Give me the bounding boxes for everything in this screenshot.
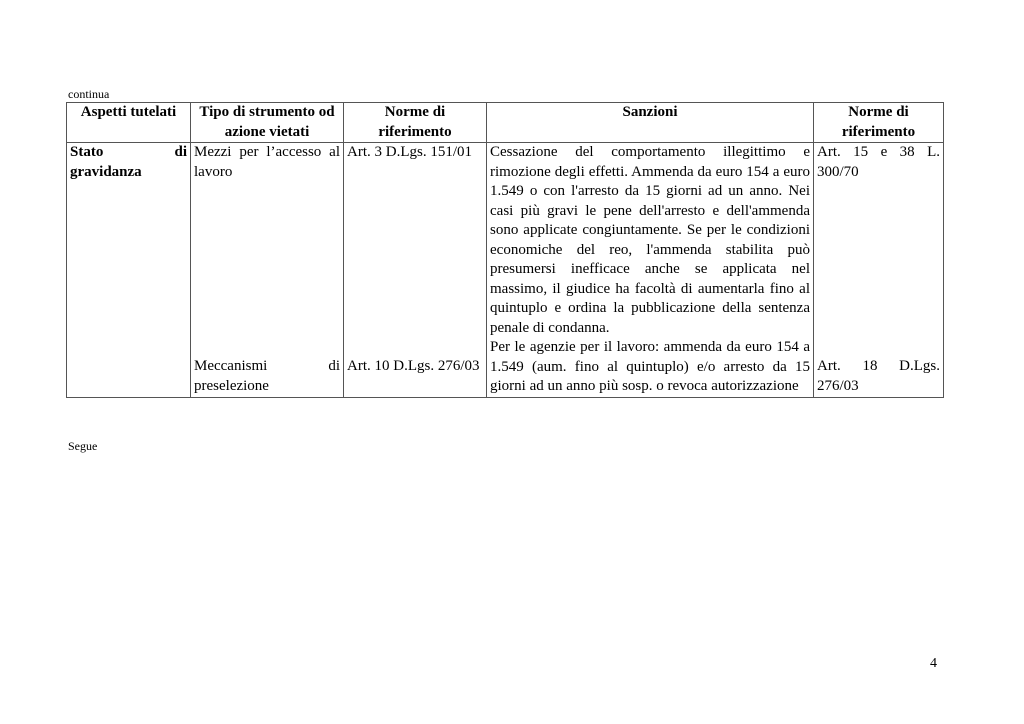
cell-norme-sanzioni — [814, 143, 944, 398]
header-norme-sanzioni: Norme di riferimento — [814, 103, 944, 143]
strumento-1: Mezzi per l’accesso al lavoro — [194, 144, 340, 180]
norme-sanzioni-2: Art. 18 D.Lgs. 276/03 — [817, 358, 940, 394]
sanzioni-2: Per le agenzie per il lavoro: ammenda da euro 154 a 1.549 (aum. fino al quintuplo) e/o arresto da 15 giorni ad un anno più sosp. o revoca autorizzazione — [490, 339, 810, 394]
norme-2: Art. 10 D.Lgs. 276/03 — [347, 358, 480, 374]
sanctions-table — [66, 102, 944, 398]
header-strumento: Tipo di strumento od azione vietati — [191, 103, 344, 143]
header-sanzioni: Sanzioni — [487, 103, 814, 143]
continued-note: continua — [68, 87, 110, 101]
norme-sanzioni-1: Art. 15 e 38 L. 300/70 — [817, 144, 940, 180]
cell-aspetto — [67, 143, 191, 398]
header-norme: Norme di riferimento — [344, 103, 487, 143]
norme-1: Art. 3 D.Lgs. 151/01 — [347, 144, 472, 160]
aspect-word-1: Stato — [70, 144, 104, 160]
aspect-word-2: di — [174, 144, 187, 160]
sanzioni-1: Cessazione del comportamento illegittimo e rimozione degli effetti. Ammenda da euro 154 a euro 1.549 o con l'arresto da 15 giorni ad un anno. Nei casi più gravi le pene dell'arresto e dell'ammenda sono applicate congiuntamente. Se per le condizioni economiche del reo, l'ammenda stabilita può presumersi inefficace anche se applicata nel massimo, il giudice ha facoltà di aumentarla fino al quintuplo e ordina la pubblicazione della sentenza penale di condanna. — [490, 144, 810, 336]
cell-sanzioni — [487, 143, 814, 398]
cell-strumento — [191, 143, 344, 398]
header-aspetti: Aspetti tutelati — [67, 103, 191, 143]
table-header-row — [67, 103, 944, 143]
page-number: 4 — [930, 656, 937, 671]
aspect-word-3: gravidanza — [70, 163, 142, 180]
cell-norme — [344, 143, 487, 398]
table-row — [67, 143, 944, 398]
follows-note: Segue — [68, 439, 98, 453]
strumento-2: Meccanismi di preselezione — [194, 358, 340, 394]
